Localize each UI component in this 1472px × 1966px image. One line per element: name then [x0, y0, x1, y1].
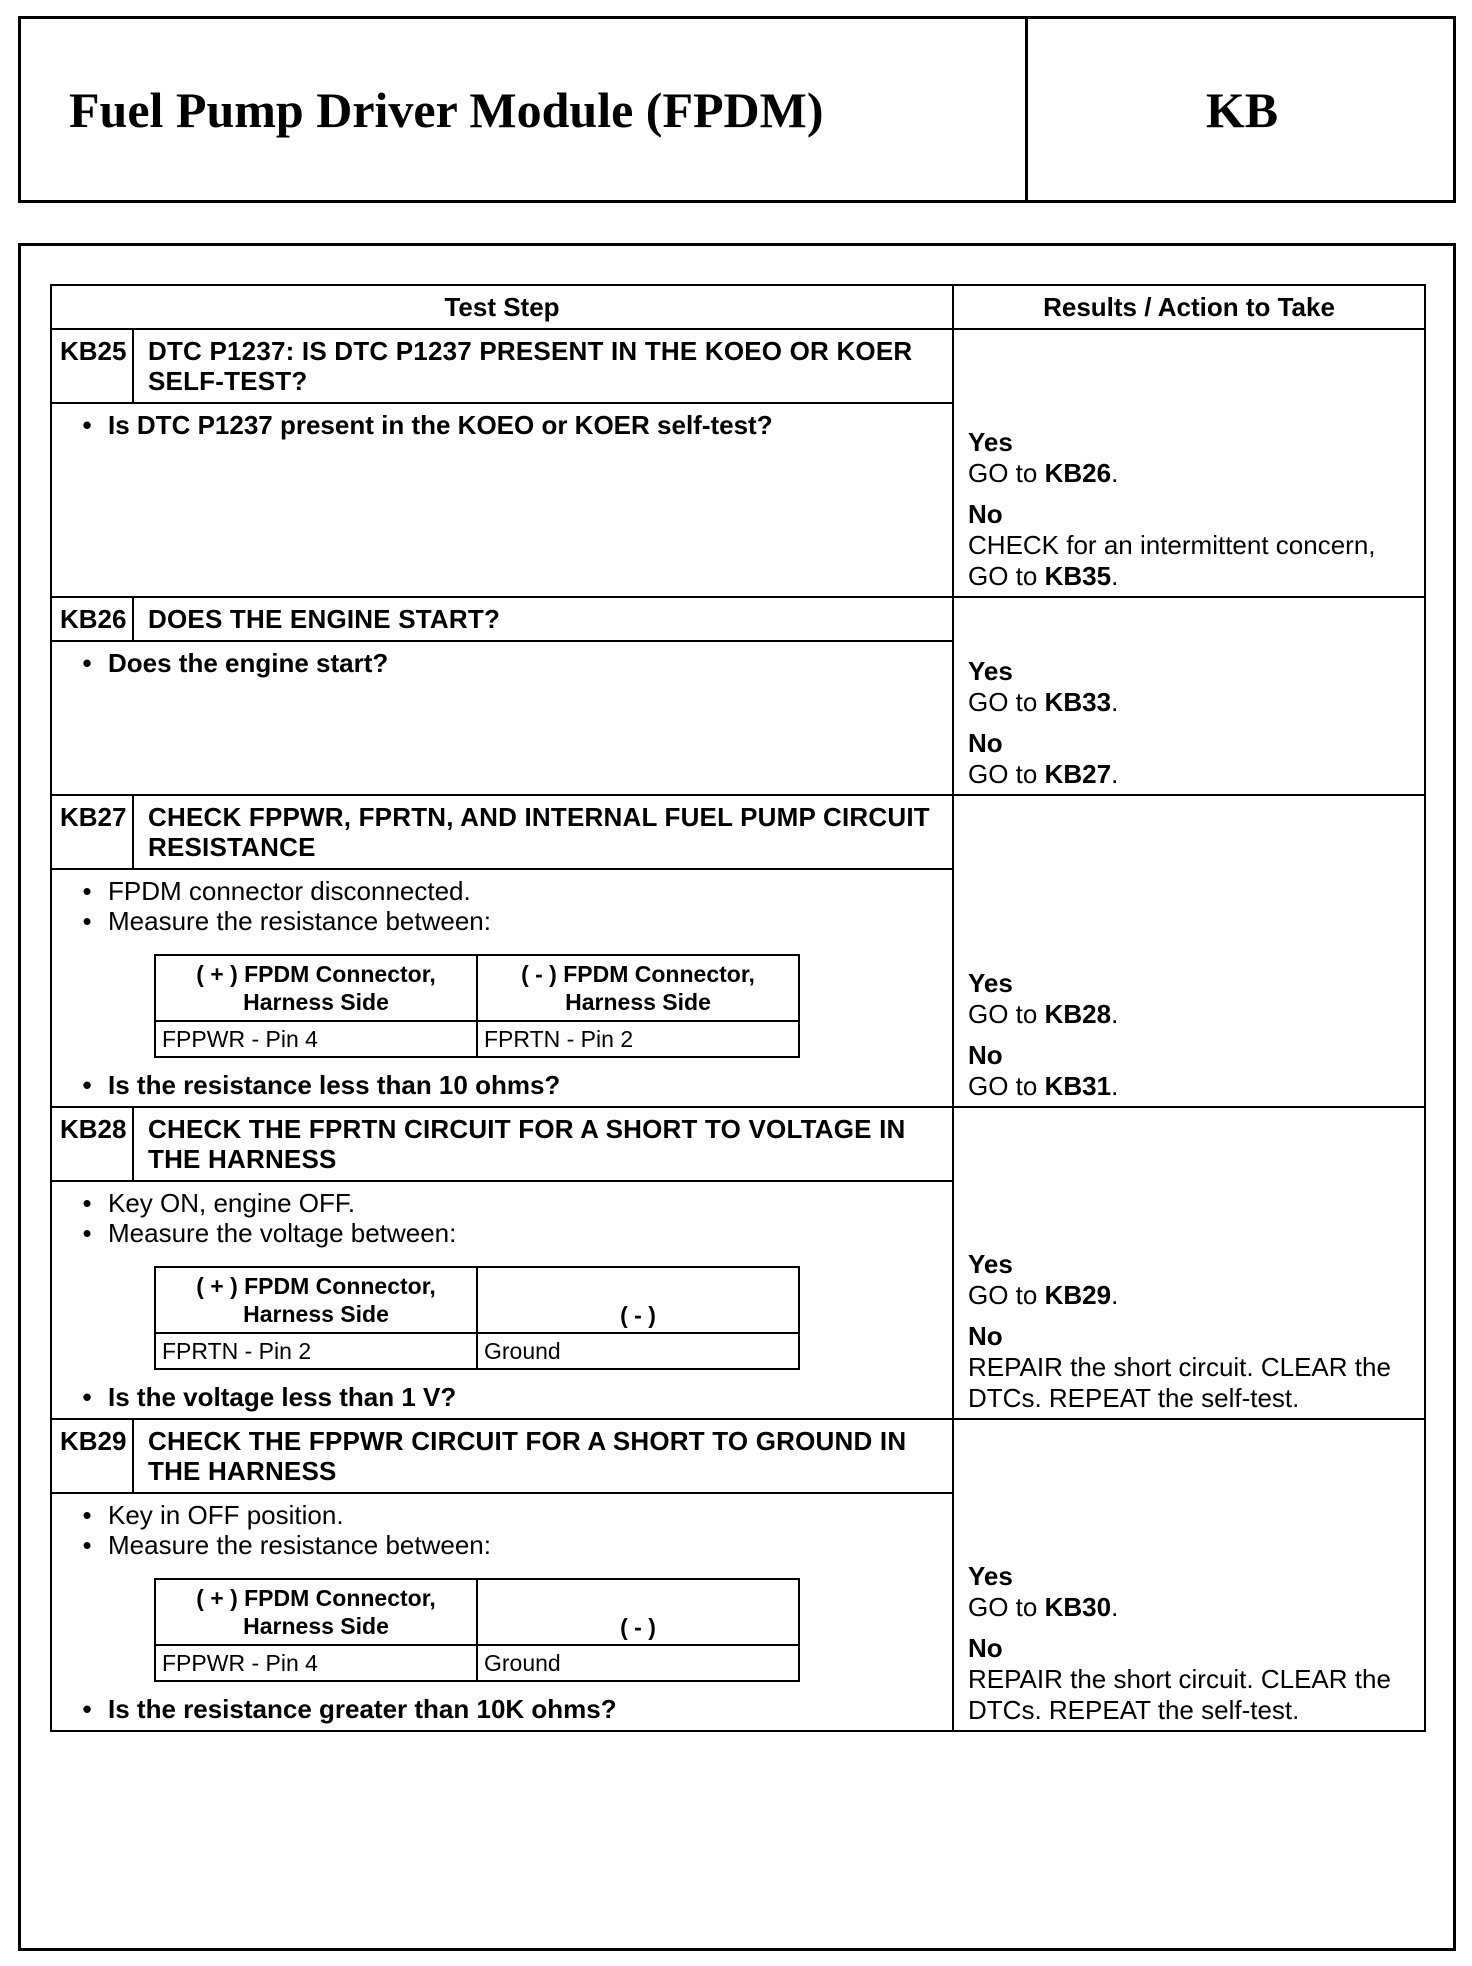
step-id: KB29 — [51, 1419, 133, 1493]
goto-link[interactable]: KB26 — [1044, 458, 1112, 488]
step-heading: DTC P1237: IS DTC P1237 PRESENT IN THE KOEO OR KOER SELF-TEST? — [133, 329, 953, 403]
step-heading-row — [51, 1419, 1425, 1493]
goto-link[interactable]: KB35 — [1044, 561, 1112, 591]
measurement-header-negative: ( - ) FPDM Connector, Harness Side — [477, 955, 799, 1021]
measurement-cell: Ground — [477, 1645, 799, 1681]
step-bullet: • Measure the resistance between: — [82, 1530, 491, 1560]
step-heading: CHECK THE FPRTN CIRCUIT FOR A SHORT TO VOLTAGE IN THE HARNESS — [133, 1107, 953, 1181]
goto-link[interactable]: KB31 — [1044, 1071, 1112, 1101]
step-bullet: • FPDM connector disconnected. — [82, 876, 471, 906]
measurement-header-positive: ( + ) FPDM Connector, Harness Side — [155, 1267, 477, 1333]
step-results — [953, 597, 1425, 795]
step-heading: DOES THE ENGINE START? — [133, 597, 953, 641]
yes-action: GO to KB29. — [968, 1280, 1119, 1310]
measurement-cell: FPRTN - Pin 2 — [155, 1333, 477, 1369]
measurement-table — [154, 1578, 800, 1682]
step-body — [51, 1181, 953, 1419]
step-id: KB26 — [51, 597, 133, 641]
header-box — [18, 16, 1456, 203]
measurement-cell: FPPWR - Pin 4 — [155, 1021, 477, 1057]
step-body — [51, 869, 953, 1107]
step-heading-row — [51, 597, 1425, 641]
step-bullet: • Key ON, engine OFF. — [82, 1188, 356, 1218]
step-body — [51, 1493, 953, 1731]
measurement-table — [154, 1266, 800, 1370]
step-question: • Is DTC P1237 present in the KOEO or KOER self-test? — [82, 410, 773, 440]
step-bullet: • Key in OFF position. — [82, 1500, 344, 1530]
step-heading-row — [51, 795, 1425, 869]
step-bullet: • Measure the resistance between: — [82, 906, 491, 936]
goto-link[interactable]: KB30 — [1044, 1592, 1112, 1622]
goto-link[interactable]: KB29 — [1044, 1280, 1112, 1310]
no-action-text: CHECK for an intermittent concern, — [968, 530, 1376, 560]
step-question: • Does the engine start? — [82, 648, 389, 678]
no-label: No — [968, 1040, 1003, 1070]
no-action-text: REPAIR the short circuit. CLEAR the DTCs. REPEAT the self-test. — [968, 1352, 1391, 1413]
step-heading: CHECK THE FPPWR CIRCUIT FOR A SHORT TO GROUND IN THE HARNESS — [133, 1419, 953, 1493]
measurement-header-negative: ( - ) — [477, 1267, 799, 1333]
yes-label: Yes — [968, 1561, 1013, 1591]
table-header-row — [51, 285, 1425, 329]
no-action: GO to KB27. — [968, 759, 1119, 789]
yes-action: GO to KB33. — [968, 687, 1119, 717]
step-question: • Is the resistance greater than 10K ohms? — [82, 1694, 617, 1724]
column-header-test-step: Test Step — [51, 285, 953, 329]
measurement-cell: FPPWR - Pin 4 — [155, 1645, 477, 1681]
no-label: No — [968, 1321, 1003, 1351]
step-results — [953, 795, 1425, 1107]
step-id: KB28 — [51, 1107, 133, 1181]
step-id: KB27 — [51, 795, 133, 869]
measurement-header-positive: ( + ) FPDM Connector, Harness Side — [155, 1579, 477, 1645]
step-heading-row — [51, 1107, 1425, 1181]
no-label: No — [968, 728, 1003, 758]
section-code: KB — [1205, 81, 1279, 138]
step-results — [953, 1419, 1425, 1731]
goto-link[interactable]: KB28 — [1044, 999, 1112, 1029]
step-heading: CHECK FPPWR, FPRTN, AND INTERNAL FUEL PUMP CIRCUIT RESISTANCE — [133, 795, 953, 869]
step-id: KB25 — [51, 329, 133, 403]
yes-label: Yes — [968, 656, 1013, 686]
measurement-cell: Ground — [477, 1333, 799, 1369]
yes-action: GO to KB28. — [968, 999, 1119, 1029]
yes-action: GO to KB30. — [968, 1592, 1119, 1622]
measurement-table — [154, 954, 800, 1058]
yes-label: Yes — [968, 427, 1013, 457]
page-title: Fuel Pump Driver Module (FPDM) — [21, 19, 1028, 200]
measurement-header-negative: ( - ) — [477, 1579, 799, 1645]
step-question: • Is the resistance less than 10 ohms? — [82, 1070, 561, 1100]
step-heading-row — [51, 329, 1425, 403]
yes-action: GO to KB26. — [968, 458, 1119, 488]
no-action: GO to KB35. — [968, 561, 1119, 591]
step-results — [953, 329, 1425, 597]
test-step-table — [50, 284, 1426, 1732]
step-bullet: • Measure the voltage between: — [82, 1218, 457, 1248]
goto-link[interactable]: KB33 — [1044, 687, 1112, 717]
step-question: • Is the voltage less than 1 V? — [82, 1382, 457, 1412]
no-action: GO to KB31. — [968, 1071, 1119, 1101]
step-results — [953, 1107, 1425, 1419]
no-action-text: REPAIR the short circuit. CLEAR the DTCs. REPEAT the self-test. — [968, 1664, 1391, 1725]
step-body — [51, 641, 953, 795]
step-body — [51, 403, 953, 597]
measurement-cell: FPRTN - Pin 2 — [477, 1021, 799, 1057]
no-label: No — [968, 499, 1003, 529]
measurement-header-positive: ( + ) FPDM Connector, Harness Side — [155, 955, 477, 1021]
goto-link[interactable]: KB27 — [1044, 759, 1112, 789]
no-label: No — [968, 1633, 1003, 1663]
yes-label: Yes — [968, 1249, 1013, 1279]
yes-label: Yes — [968, 968, 1013, 998]
column-header-results: Results / Action to Take — [953, 285, 1425, 329]
